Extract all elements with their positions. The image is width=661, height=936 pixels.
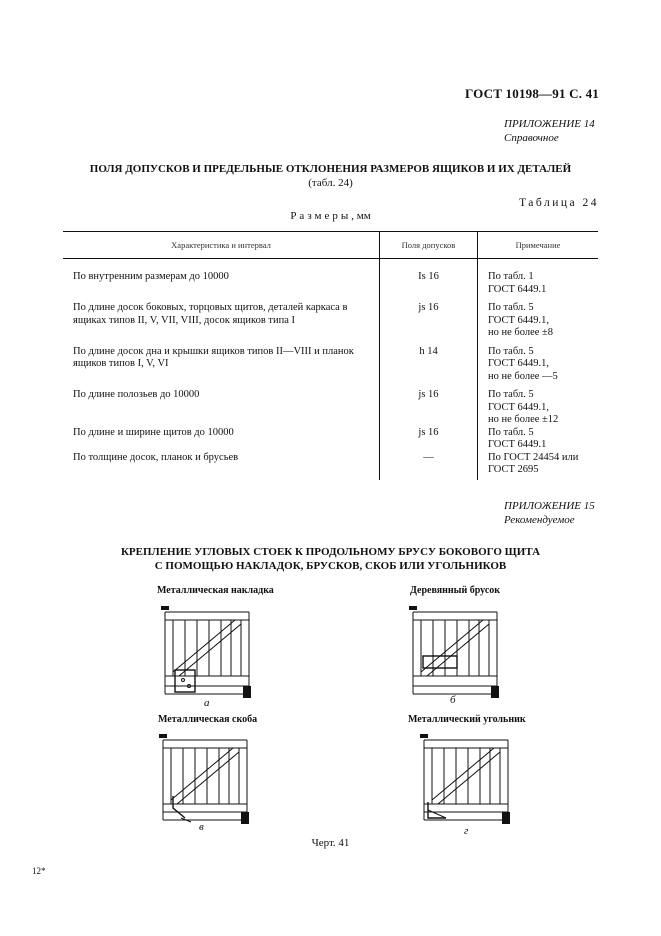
cell-note bbox=[478, 296, 599, 340]
section-2-title-line-1: КРЕПЛЕНИЕ УГЛОВЫХ СТОЕК К ПРОДОЛЬНОМУ БРУСУ БОКОВОГО ЩИТА bbox=[120, 546, 541, 558]
table-number: Таблица 24 bbox=[519, 197, 599, 209]
table-row bbox=[63, 452, 598, 480]
page-footer: 12* bbox=[32, 866, 46, 876]
section-2-title bbox=[0, 545, 661, 573]
note-line: но не более ±12 bbox=[488, 414, 559, 425]
figure-c-label: Металлическая скоба bbox=[158, 714, 258, 725]
table-row bbox=[63, 383, 598, 427]
figure-a-metal-plate-drawing bbox=[155, 606, 265, 706]
table-row bbox=[63, 296, 598, 340]
cell-tolerance: Is 16 bbox=[380, 259, 478, 297]
figure-b-letter: б bbox=[450, 694, 456, 706]
cell-characteristic: По длине полозьев до 10000 bbox=[73, 389, 200, 400]
note-line: ГОСТ 2695 bbox=[488, 464, 539, 475]
column-header-characteristic: Характеристика и интервал bbox=[63, 232, 380, 259]
section-1-title: ПОЛЯ ДОПУСКОВ И ПРЕДЕЛЬНЫЕ ОТКЛОНЕНИЯ РАЗМЕРОВ ЯЩИКОВ И ИХ ДЕТАЛЕЙ bbox=[89, 163, 572, 175]
cell-characteristic: По внутренним размерам до 10000 bbox=[73, 271, 229, 282]
appendix-14-title: ПРИЛОЖЕНИЕ 14 bbox=[504, 118, 595, 130]
note-line: По табл. 5 bbox=[488, 389, 534, 400]
figure-caption: Черт. 41 bbox=[311, 837, 350, 849]
note-line: ГОСТ 6449.1, bbox=[488, 314, 550, 326]
cell-note bbox=[478, 383, 599, 427]
cell-characteristic: По длине досок дна и крышки ящиков типов II—VIII и планок ящиков типов I, V, VI bbox=[73, 345, 354, 369]
figure-a-letter: а bbox=[204, 697, 210, 709]
figure-c-letter: в bbox=[199, 821, 204, 833]
appendix-15-kind: Рекомендуемое bbox=[504, 514, 575, 526]
cell-tolerance: js 16 bbox=[380, 383, 478, 427]
cell-note bbox=[478, 427, 599, 452]
cell-note bbox=[478, 340, 599, 384]
table-row bbox=[63, 259, 598, 297]
column-header-note: Примечание bbox=[478, 232, 599, 259]
figure-b-wooden-block-drawing bbox=[403, 606, 513, 706]
appendix-14-block bbox=[504, 117, 599, 145]
figure-d-label: Металлический угольник bbox=[408, 714, 526, 725]
cell-note bbox=[478, 452, 599, 480]
note-line: ГОСТ 6449.1, bbox=[488, 358, 550, 369]
note-line: ГОСТ 6449.1 bbox=[488, 439, 547, 450]
column-header-tolerance: Поля допусков bbox=[380, 232, 478, 259]
note-line: По табл. 1 bbox=[488, 271, 534, 282]
appendix-15-title: ПРИЛОЖЕНИЕ 15 bbox=[504, 500, 595, 512]
cell-characteristic: По длине досок боковых, торцовых щитов, деталей каркаса в ящиках типов II, V, VII, VIII, досок ящиков типа I bbox=[73, 302, 348, 326]
tolerance-table bbox=[63, 231, 598, 480]
section-1-subtitle: (табл. 24) bbox=[308, 177, 353, 189]
standard-header: ГОСТ 10198—91 С. 41 bbox=[465, 86, 599, 101]
cell-note bbox=[478, 259, 599, 297]
table-row bbox=[63, 340, 598, 384]
appendix-15-block bbox=[504, 499, 599, 527]
cell-characteristic: По толщине досок, планок и брусьев bbox=[73, 451, 239, 463]
cell-characteristic: По длине и ширине щитов до 10000 bbox=[73, 426, 234, 438]
figure-a-label: Металлическая накладка bbox=[157, 585, 274, 596]
appendix-14-kind: Справочное bbox=[504, 132, 559, 144]
cell-tolerance: — bbox=[380, 452, 478, 480]
figure-b-label: Деревянный брусок bbox=[410, 585, 501, 596]
sizes-word: Размеры bbox=[290, 210, 352, 222]
figure-c-metal-staple-drawing bbox=[155, 734, 265, 829]
cell-tolerance: js 16 bbox=[380, 427, 478, 452]
table-header-row bbox=[63, 232, 598, 259]
figure-d-letter: г bbox=[464, 825, 469, 837]
note-line: По табл. 5 bbox=[488, 345, 534, 357]
section-2-title-line-2: С ПОМОЩЬЮ НАКЛАДОК, БРУСКОВ, СКОБ ИЛИ УГОЛЬНИКОВ bbox=[154, 560, 507, 572]
note-line: ГОСТ 6449.1, bbox=[488, 401, 550, 413]
cell-tolerance: h 14 bbox=[380, 340, 478, 384]
cell-tolerance: js 16 bbox=[380, 296, 478, 340]
note-line: По табл. 5 bbox=[488, 426, 534, 438]
figure-d-metal-corner-drawing bbox=[416, 734, 526, 829]
sizes-unit: , мм bbox=[351, 210, 371, 222]
note-line: По ГОСТ 24454 или bbox=[488, 451, 579, 463]
table-row bbox=[63, 427, 598, 452]
note-line: ГОСТ 6449.1 bbox=[488, 283, 547, 295]
note-line: но не более ±8 bbox=[488, 327, 554, 338]
note-line: По табл. 5 bbox=[488, 302, 534, 313]
sizes-caption bbox=[0, 210, 661, 222]
note-line: но не более —5 bbox=[488, 370, 558, 382]
